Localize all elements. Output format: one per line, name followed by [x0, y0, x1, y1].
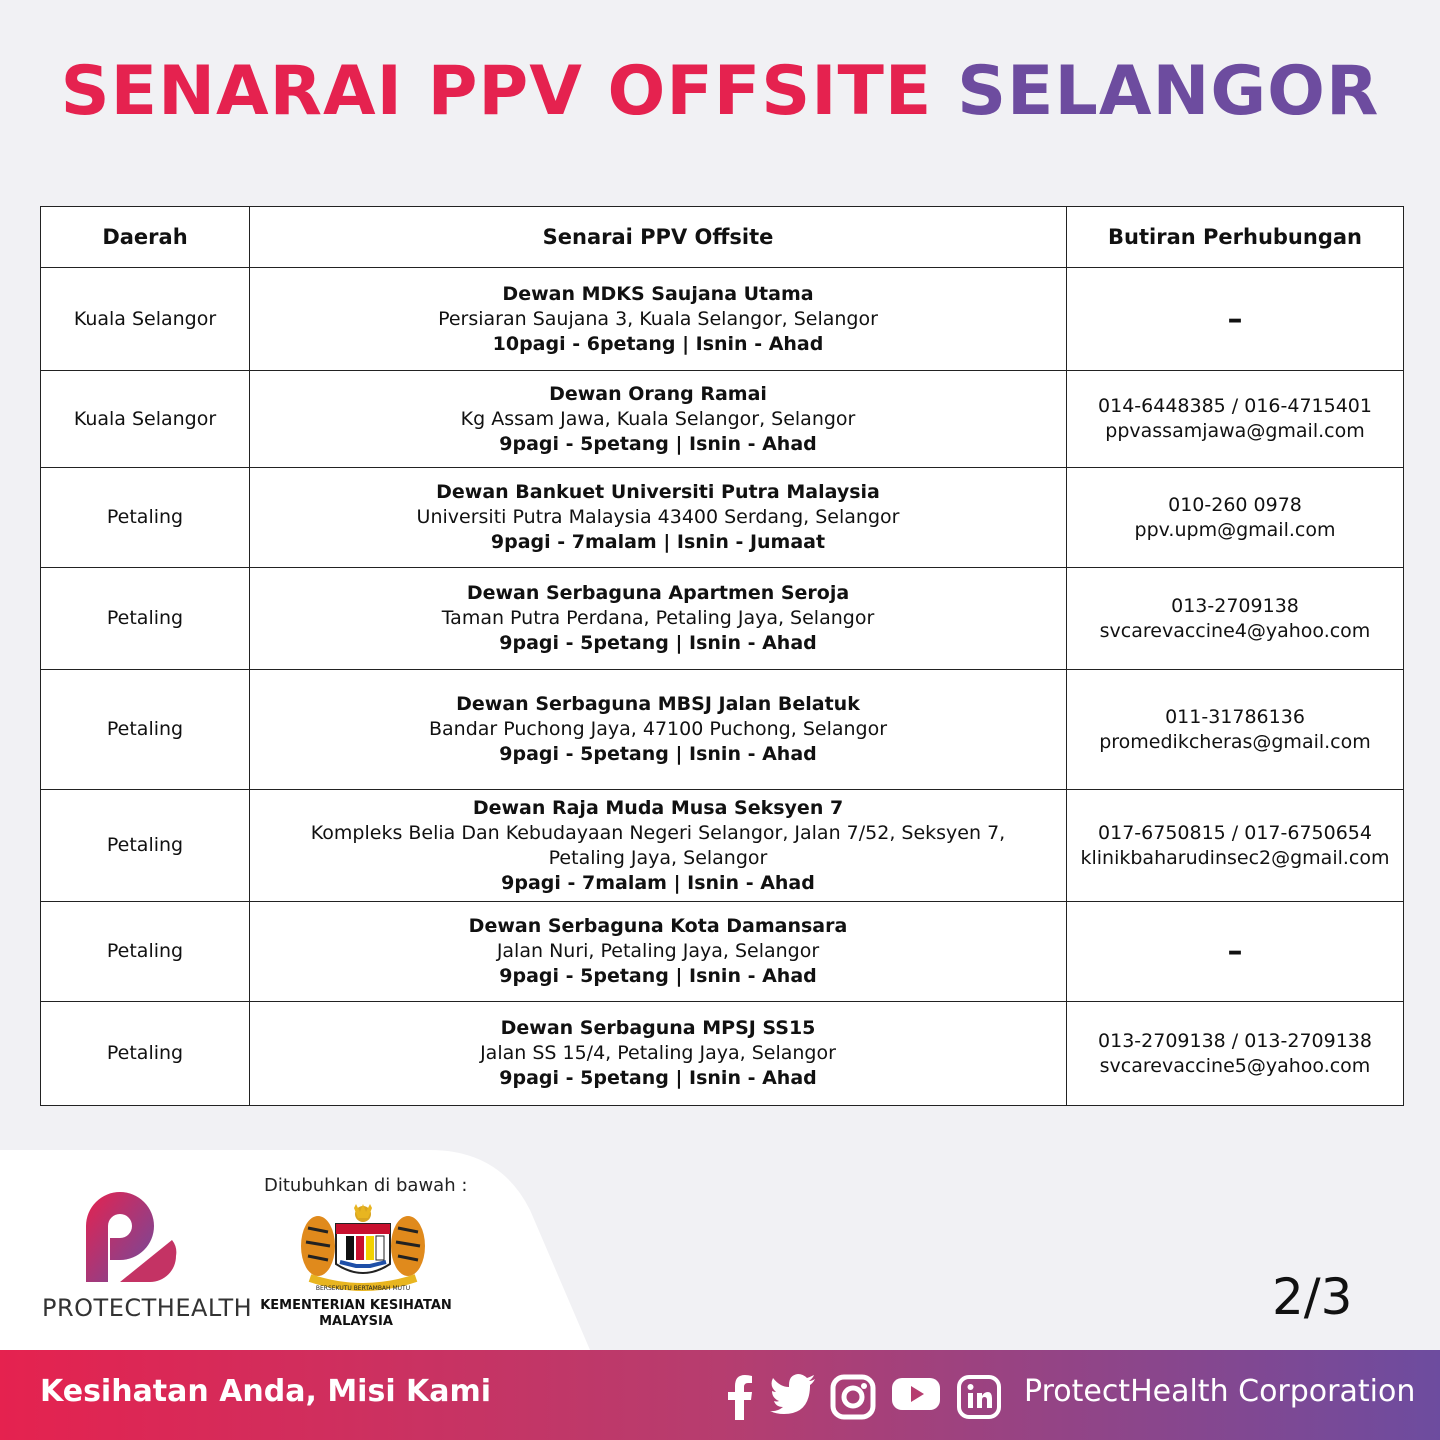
contact-email: klinikbaharudinsec2@gmail.com [1080, 846, 1390, 869]
cell-contact [1067, 670, 1404, 790]
location-hours: 9pagi - 5petang | Isnin - Ahad [499, 632, 817, 654]
facebook-icon[interactable] [726, 1374, 754, 1420]
location-address: Jalan Nuri, Petaling Jaya, Selangor [496, 940, 820, 962]
contact-email: ppv.upm@gmail.com [1134, 518, 1336, 541]
contact-email: promedikcheras@gmail.com [1099, 730, 1371, 753]
contact-email: svcarevaccine5@yahoo.com [1099, 1054, 1371, 1077]
established-label: Ditubuhkan di bawah : [264, 1175, 468, 1196]
cell-daerah: Petaling [41, 790, 250, 902]
location-address: Taman Putra Perdana, Petaling Jaya, Selangor [441, 607, 875, 629]
cell-location [250, 568, 1067, 670]
contact-phone: 011-31786136 [1165, 705, 1305, 728]
location-hours: 9pagi - 5petang | Isnin - Ahad [499, 743, 817, 765]
linkedin-icon[interactable] [956, 1374, 1002, 1420]
slogan: Kesihatan Anda, Misi Kami [40, 1374, 492, 1409]
title-part-2: SELANGOR [957, 52, 1380, 131]
location-address: Bandar Puchong Jaya, 47100 Puchong, Selangor [428, 718, 888, 740]
cell-contact [1067, 468, 1404, 568]
location-name: Dewan Orang Ramai [549, 382, 767, 405]
cell-daerah: Petaling [41, 670, 250, 790]
cell-contact [1067, 268, 1404, 371]
location-address: Jalan SS 15/4, Petaling Jaya, Selangor [480, 1042, 836, 1064]
title-part-1: SENARAI PPV OFFSITE [60, 52, 933, 131]
malaysia-crest-icon [296, 1204, 430, 1296]
cell-contact [1067, 371, 1404, 468]
location-hours: 9pagi - 5petang | Isnin - Ahad [499, 965, 817, 987]
cell-location [250, 1002, 1067, 1106]
ministry-line-1: KEMENTERIAN KESIHATAN [260, 1298, 452, 1313]
table-row [41, 902, 1404, 1002]
page-indicator: 2/3 [1272, 1268, 1353, 1326]
contact-phone: 013-2709138 / 013-2709138 [1098, 1029, 1372, 1052]
cell-daerah: Kuala Selangor [41, 371, 250, 468]
cell-daerah: Petaling [41, 568, 250, 670]
table-row [41, 371, 1404, 468]
header-contact: Butiran Perhubungan [1067, 207, 1404, 268]
contact-email: svcarevaccine4@yahoo.com [1099, 619, 1371, 642]
table-row [41, 568, 1404, 670]
location-name: Dewan Serbaguna Kota Damansara [468, 915, 848, 937]
cell-location [250, 268, 1067, 371]
header-daerah: Daerah [41, 207, 250, 268]
location-address: Persiaran Saujana 3, Kuala Selangor, Selangor [438, 307, 878, 330]
location-name: Dewan Bankuet Universiti Putra Malaysia [436, 481, 880, 503]
table-row [41, 790, 1404, 902]
table-row [41, 1002, 1404, 1106]
location-name: Dewan Serbaguna MBSJ Jalan Belatuk [456, 693, 860, 715]
twitter-icon[interactable] [770, 1374, 816, 1414]
table-body [41, 268, 1404, 1106]
table-row [41, 670, 1404, 790]
location-name: Dewan Serbaguna Apartmen Seroja [466, 582, 850, 604]
location-hours: 9pagi - 5petang | Isnin - Ahad [499, 432, 817, 455]
location-hours: 9pagi - 7malam | Isnin - Jumaat [490, 531, 826, 553]
cell-contact [1067, 1002, 1404, 1106]
table-row [41, 468, 1404, 568]
page-title [0, 52, 1440, 131]
protecthealth-logo-icon [80, 1186, 180, 1286]
no-contact-dash: – [1227, 301, 1243, 337]
location-hours: 10pagi - 6petang | Isnin - Ahad [492, 332, 824, 355]
cell-contact [1067, 568, 1404, 670]
cell-contact [1067, 790, 1404, 902]
location-hours: 9pagi - 7malam | Isnin - Ahad [501, 871, 815, 894]
brand-name: PROTECTHEALTH [42, 1294, 253, 1322]
cell-location [250, 371, 1067, 468]
table-header-row [41, 207, 1404, 268]
location-name: Dewan Raja Muda Musa Seksyen 7 [472, 796, 844, 819]
no-contact-dash: – [1227, 934, 1243, 969]
bottom-bar [0, 1350, 1440, 1440]
location-address-line-2: Petaling Jaya, Selangor [548, 846, 768, 869]
cell-location [250, 902, 1067, 1002]
location-address: Kompleks Belia Dan Kebudayaan Negeri Selangor, Jalan 7/52, Seksyen 7, [310, 821, 1006, 844]
location-address: Universiti Putra Malaysia 43400 Serdang, Selangor [416, 506, 900, 528]
cell-location [250, 670, 1067, 790]
instagram-icon[interactable] [830, 1374, 876, 1420]
contact-phone: 017-6750815 / 017-6750654 [1098, 821, 1372, 844]
location-name: Dewan Serbaguna MPSJ SS15 [500, 1017, 816, 1039]
cell-daerah: Kuala Selangor [41, 268, 250, 371]
contact-phone: 014-6448385 / 016-4715401 [1098, 395, 1372, 417]
cell-daerah: Petaling [41, 902, 250, 1002]
table-row [41, 268, 1404, 371]
location-hours: 9pagi - 5petang | Isnin - Ahad [499, 1067, 817, 1089]
cell-location [250, 468, 1067, 568]
location-address: Kg Assam Jawa, Kuala Selangor, Selangor [460, 407, 856, 430]
cell-daerah: Petaling [41, 1002, 250, 1106]
contact-phone: 010-260 0978 [1168, 493, 1302, 516]
crest-motto: BERSEKUTU BERTAMBAH MUTU [315, 1285, 411, 1292]
cell-daerah: Petaling [41, 468, 250, 568]
header-ppv-list: Senarai PPV Offsite [250, 207, 1067, 268]
cell-location [250, 790, 1067, 902]
ppv-table [40, 206, 1404, 1106]
cell-contact [1067, 902, 1404, 1002]
youtube-icon[interactable] [892, 1374, 940, 1414]
ministry-name [258, 1298, 454, 1330]
location-name: Dewan MDKS Saujana Utama [502, 282, 814, 305]
contact-email: ppvassamjawa@gmail.com [1105, 420, 1365, 442]
corporation-name: ProtectHealth Corporation [1024, 1374, 1416, 1409]
contact-phone: 013-2709138 [1171, 594, 1299, 617]
ministry-line-2: MALAYSIA [319, 1314, 393, 1329]
